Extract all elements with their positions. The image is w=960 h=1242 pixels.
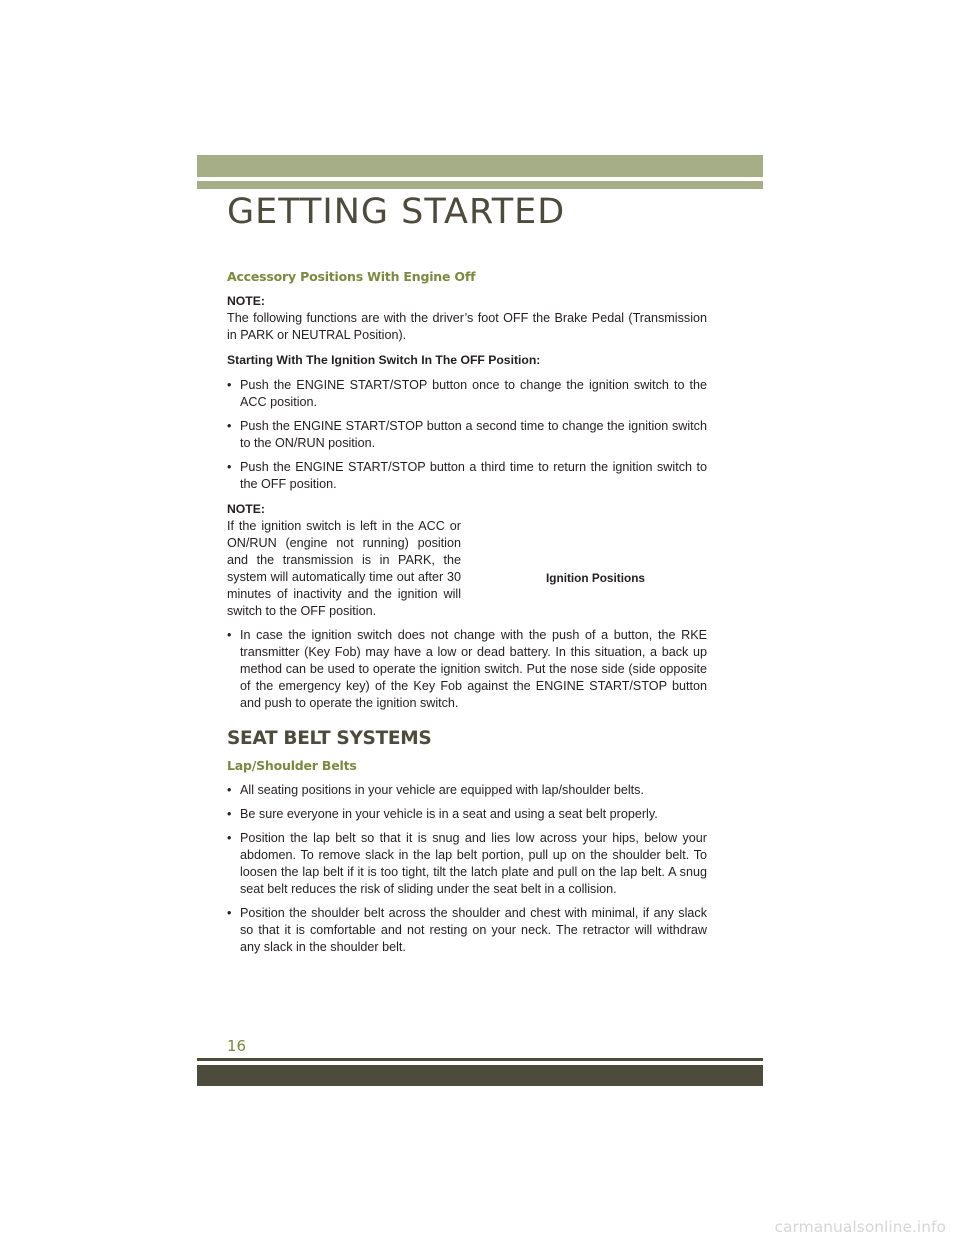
list-item-text: Push the ENGINE START/STOP button once to change the ignition switch to the ACC position. bbox=[240, 378, 707, 409]
list-item-text: Position the lap belt so that it is snug and lies low across your hips, below your abdomen. To remove slack in the lap belt portion, pull up on the shoulder belt. To loosen the lap belt if it is too tight, tilt the latch plate and pull on the lap belt. A snug seat belt reduces the risk of sliding under the seat belt in a collision. bbox=[240, 831, 707, 896]
list-item-text: In case the ignition switch does not change with the push of a button, the RKE transmitter (Key Fob) may have a low or dead battery. In this situation, a back up method can be used to operate the ignition switch. Put the nose side (side opposite of the emergency key) of the Key Fob against the ENGINE START/STOP button and push to operate the ignition switch. bbox=[240, 628, 707, 710]
footer-band bbox=[197, 1065, 763, 1086]
header-band-thin bbox=[197, 181, 763, 189]
accessory-heading: Accessory Positions With Engine Off bbox=[227, 269, 476, 284]
list-item bbox=[227, 627, 707, 712]
figure-area bbox=[461, 501, 707, 620]
bullet-symbol: • bbox=[227, 419, 232, 433]
list-item bbox=[227, 782, 707, 799]
seat-belt-heading: SEAT BELT SYSTEMS bbox=[227, 728, 432, 749]
list-item bbox=[227, 418, 707, 452]
lap-shoulder-heading: Lap/Shoulder Belts bbox=[227, 758, 357, 773]
note-column bbox=[227, 501, 461, 620]
starting-line: Starting With The Ignition Switch In The OFF Position: bbox=[227, 353, 541, 367]
bullet-symbol: • bbox=[227, 831, 232, 845]
bullet-symbol: • bbox=[227, 378, 232, 392]
backup-bullet-list bbox=[227, 627, 707, 712]
bullet-symbol: • bbox=[227, 460, 232, 474]
header-band bbox=[197, 155, 763, 177]
bullet-symbol: • bbox=[227, 807, 232, 821]
list-item bbox=[227, 905, 707, 956]
page-content bbox=[227, 268, 707, 964]
note-text: The following functions are with the driver’s foot OFF the Brake Pedal (Transmission in PARK or NEUTRAL Position). bbox=[227, 311, 707, 342]
bullet-symbol: • bbox=[227, 783, 232, 797]
bullet-symbol: • bbox=[227, 906, 232, 920]
note-figure-row bbox=[227, 501, 707, 620]
page-number: 16 bbox=[227, 1037, 247, 1055]
list-item-text: Push the ENGINE START/STOP button a second time to change the ignition switch to the ON/RUN position. bbox=[240, 419, 707, 450]
footer-rule bbox=[197, 1058, 763, 1061]
list-item bbox=[227, 377, 707, 411]
note-text: If the ignition switch is left in the ACC or ON/RUN (engine not running) position and the transmission is in PARK, the system will automatically time out after 30 minutes of inactivity and the ignition will switch to the OFF position. bbox=[227, 519, 461, 618]
bullet-symbol: • bbox=[227, 628, 232, 642]
list-item bbox=[227, 830, 707, 898]
list-item-text: Push the ENGINE START/STOP button a third time to return the ignition switch to the OFF position. bbox=[240, 460, 707, 491]
list-item bbox=[227, 806, 707, 823]
note-label: NOTE: bbox=[227, 294, 265, 308]
list-item-text: Be sure everyone in your vehicle is in a seat and using a seat belt properly. bbox=[240, 807, 658, 821]
seatbelt-bullet-list bbox=[227, 782, 707, 956]
watermark-text: carmanualsonline.info bbox=[774, 1218, 946, 1236]
note-label: NOTE: bbox=[227, 502, 265, 516]
figure-caption: Ignition Positions bbox=[546, 571, 645, 585]
list-item bbox=[227, 459, 707, 493]
list-item-text: Position the shoulder belt across the shoulder and chest with minimal, if any slack so that it is comfortable and not resting on your neck. The retractor will withdraw any slack in the shoulder belt. bbox=[240, 906, 707, 954]
ignition-bullet-list bbox=[227, 377, 707, 493]
section-title: GETTING STARTED bbox=[227, 192, 566, 232]
list-item-text: All seating positions in your vehicle are equipped with lap/shoulder belts. bbox=[240, 783, 644, 797]
